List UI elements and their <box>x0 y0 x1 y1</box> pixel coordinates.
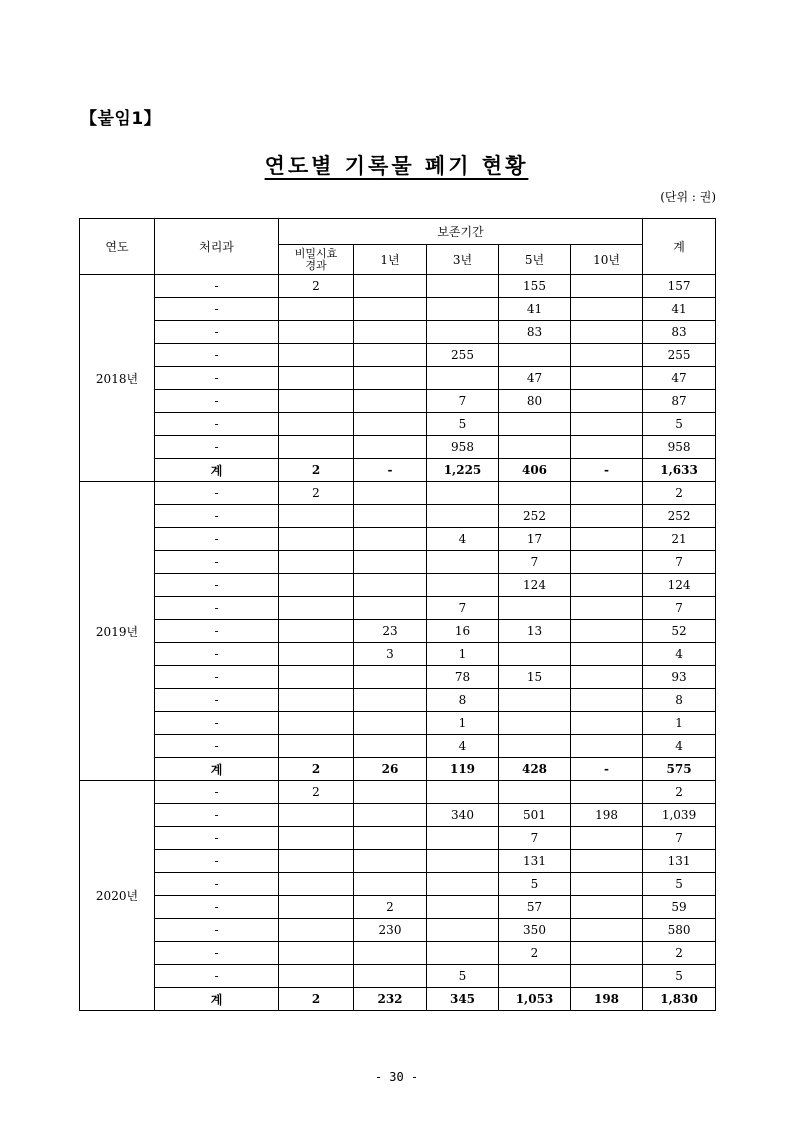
total-y3: 119 <box>427 758 499 781</box>
cell-total: 5 <box>643 413 716 436</box>
cell-total: 87 <box>643 390 716 413</box>
header-retention: 보존기간 <box>279 219 643 245</box>
cell-y1 <box>354 827 427 850</box>
table-row <box>80 275 716 298</box>
cell-secret <box>279 574 354 597</box>
cell-secret <box>279 298 354 321</box>
cell-y3: 7 <box>427 597 499 620</box>
total-y5: 1,053 <box>499 988 571 1011</box>
year-cell: 2018년 <box>80 275 155 482</box>
cell-y10 <box>571 597 643 620</box>
cell-y10 <box>571 735 643 758</box>
cell-y10 <box>571 344 643 367</box>
cell-secret <box>279 827 354 850</box>
cell-secret <box>279 896 354 919</box>
table-row <box>80 712 716 735</box>
cell-total: 2 <box>643 942 716 965</box>
cell-y10 <box>571 896 643 919</box>
table-row <box>80 896 716 919</box>
cell-y10 <box>571 942 643 965</box>
cell-y1 <box>354 344 427 367</box>
cell-dept: - <box>155 712 279 735</box>
cell-total: 2 <box>643 482 716 505</box>
cell-total: 252 <box>643 505 716 528</box>
cell-dept: - <box>155 344 279 367</box>
cell-y5: 17 <box>499 528 571 551</box>
table-row <box>80 620 716 643</box>
cell-total: 83 <box>643 321 716 344</box>
cell-dept: - <box>155 942 279 965</box>
cell-secret <box>279 367 354 390</box>
cell-dept: - <box>155 482 279 505</box>
cell-y5: 15 <box>499 666 571 689</box>
cell-y5: 57 <box>499 896 571 919</box>
cell-y5 <box>499 482 571 505</box>
cell-y1 <box>354 712 427 735</box>
table-row <box>80 551 716 574</box>
total-y10: 198 <box>571 988 643 1011</box>
cell-total: 958 <box>643 436 716 459</box>
table-row <box>80 413 716 436</box>
cell-dept: - <box>155 620 279 643</box>
cell-y10 <box>571 873 643 896</box>
cell-y3 <box>427 827 499 850</box>
cell-y3 <box>427 919 499 942</box>
cell-y1 <box>354 574 427 597</box>
header-year: 연도 <box>80 219 155 275</box>
cell-y1 <box>354 321 427 344</box>
table-row <box>80 436 716 459</box>
cell-y3 <box>427 505 499 528</box>
cell-y5: 2 <box>499 942 571 965</box>
total-label: 계 <box>155 988 279 1011</box>
cell-y3: 5 <box>427 413 499 436</box>
cell-y1 <box>354 390 427 413</box>
cell-total: 580 <box>643 919 716 942</box>
total-y10: - <box>571 758 643 781</box>
total-total: 1,633 <box>643 459 716 482</box>
attachment-label: 【붙임1】 <box>80 109 162 129</box>
cell-secret: 2 <box>279 781 354 804</box>
cell-dept: - <box>155 505 279 528</box>
cell-y3: 4 <box>427 735 499 758</box>
cell-total: 59 <box>643 896 716 919</box>
table-row <box>80 482 716 505</box>
header-secret-expired <box>279 245 354 275</box>
cell-y3 <box>427 873 499 896</box>
cell-y10 <box>571 321 643 344</box>
total-total: 1,830 <box>643 988 716 1011</box>
cell-secret <box>279 505 354 528</box>
disposal-table <box>79 218 716 1011</box>
cell-y3 <box>427 781 499 804</box>
cell-dept: - <box>155 965 279 988</box>
table-row <box>80 298 716 321</box>
cell-dept: - <box>155 689 279 712</box>
total-row <box>80 459 716 482</box>
cell-dept: - <box>155 873 279 896</box>
cell-y3 <box>427 850 499 873</box>
cell-y3: 7 <box>427 390 499 413</box>
cell-y10 <box>571 827 643 850</box>
cell-total: 7 <box>643 551 716 574</box>
cell-total: 4 <box>643 735 716 758</box>
cell-total: 2 <box>643 781 716 804</box>
table-row <box>80 850 716 873</box>
table-row <box>80 597 716 620</box>
cell-y10 <box>571 712 643 735</box>
cell-total: 52 <box>643 620 716 643</box>
cell-y1 <box>354 597 427 620</box>
table-row <box>80 344 716 367</box>
cell-total: 5 <box>643 873 716 896</box>
cell-total: 124 <box>643 574 716 597</box>
cell-y1 <box>354 551 427 574</box>
year-cell: 2019년 <box>80 482 155 781</box>
header-dept: 처리과 <box>155 219 279 275</box>
cell-dept: - <box>155 574 279 597</box>
cell-y1 <box>354 298 427 321</box>
cell-secret <box>279 666 354 689</box>
cell-dept: - <box>155 827 279 850</box>
cell-secret <box>279 321 354 344</box>
cell-dept: - <box>155 781 279 804</box>
cell-total: 7 <box>643 827 716 850</box>
cell-dept: - <box>155 850 279 873</box>
cell-y10 <box>571 436 643 459</box>
table-row <box>80 321 716 344</box>
cell-total: 157 <box>643 275 716 298</box>
cell-secret <box>279 712 354 735</box>
cell-y3: 255 <box>427 344 499 367</box>
total-y10: - <box>571 459 643 482</box>
cell-y5: 131 <box>499 850 571 873</box>
header-5yr: 5년 <box>499 245 571 275</box>
cell-y1: 3 <box>354 643 427 666</box>
cell-y10 <box>571 919 643 942</box>
table-row <box>80 804 716 827</box>
cell-y5: 350 <box>499 919 571 942</box>
total-y1: 26 <box>354 758 427 781</box>
cell-y3 <box>427 551 499 574</box>
table-row <box>80 390 716 413</box>
cell-dept: - <box>155 298 279 321</box>
cell-y1 <box>354 781 427 804</box>
cell-y10 <box>571 390 643 413</box>
cell-total: 131 <box>643 850 716 873</box>
cell-y1 <box>354 436 427 459</box>
cell-secret <box>279 528 354 551</box>
table-body <box>80 275 716 1011</box>
cell-y5: 83 <box>499 321 571 344</box>
cell-y10 <box>571 643 643 666</box>
cell-y3: 78 <box>427 666 499 689</box>
total-row <box>80 758 716 781</box>
cell-y3: 1 <box>427 643 499 666</box>
cell-secret <box>279 643 354 666</box>
title-wrap <box>0 150 793 180</box>
unit-note: (단위 : 권) <box>660 190 716 204</box>
cell-y10 <box>571 689 643 712</box>
total-secret: 2 <box>279 459 354 482</box>
cell-y10 <box>571 574 643 597</box>
cell-y10 <box>571 965 643 988</box>
cell-y1: 23 <box>354 620 427 643</box>
table-row <box>80 942 716 965</box>
cell-dept: - <box>155 390 279 413</box>
cell-total: 1,039 <box>643 804 716 827</box>
cell-total: 47 <box>643 367 716 390</box>
cell-secret <box>279 804 354 827</box>
table-row <box>80 735 716 758</box>
cell-dept: - <box>155 367 279 390</box>
header-1yr: 1년 <box>354 245 427 275</box>
cell-secret <box>279 597 354 620</box>
cell-y5: 41 <box>499 298 571 321</box>
cell-y1 <box>354 413 427 436</box>
cell-y1 <box>354 850 427 873</box>
cell-total: 21 <box>643 528 716 551</box>
total-y5: 406 <box>499 459 571 482</box>
table-row <box>80 528 716 551</box>
cell-y3 <box>427 896 499 919</box>
cell-y3 <box>427 275 499 298</box>
cell-secret <box>279 965 354 988</box>
cell-y1 <box>354 965 427 988</box>
cell-total: 93 <box>643 666 716 689</box>
total-label: 계 <box>155 758 279 781</box>
cell-y3: 5 <box>427 965 499 988</box>
cell-total: 255 <box>643 344 716 367</box>
cell-y10 <box>571 620 643 643</box>
cell-secret <box>279 919 354 942</box>
table-row <box>80 643 716 666</box>
cell-y1 <box>354 689 427 712</box>
cell-y5: 155 <box>499 275 571 298</box>
cell-y10 <box>571 551 643 574</box>
cell-dept: - <box>155 804 279 827</box>
table-row <box>80 781 716 804</box>
total-y5: 428 <box>499 758 571 781</box>
cell-y10 <box>571 781 643 804</box>
cell-total: 5 <box>643 965 716 988</box>
cell-y5 <box>499 436 571 459</box>
cell-y3 <box>427 321 499 344</box>
table-row <box>80 965 716 988</box>
table-row <box>80 689 716 712</box>
cell-y5: 80 <box>499 390 571 413</box>
table-row <box>80 666 716 689</box>
cell-dept: - <box>155 735 279 758</box>
cell-y5: 47 <box>499 367 571 390</box>
cell-dept: - <box>155 597 279 620</box>
cell-y3: 958 <box>427 436 499 459</box>
total-secret: 2 <box>279 988 354 1011</box>
header-10yr: 10년 <box>571 245 643 275</box>
cell-y3: 1 <box>427 712 499 735</box>
total-y3: 345 <box>427 988 499 1011</box>
cell-secret <box>279 390 354 413</box>
cell-y3: 340 <box>427 804 499 827</box>
total-y1: - <box>354 459 427 482</box>
cell-secret <box>279 850 354 873</box>
cell-y1 <box>354 528 427 551</box>
table-row <box>80 367 716 390</box>
total-total: 575 <box>643 758 716 781</box>
cell-y5 <box>499 344 571 367</box>
cell-y1 <box>354 367 427 390</box>
cell-dept: - <box>155 275 279 298</box>
cell-y5: 252 <box>499 505 571 528</box>
cell-secret: 2 <box>279 275 354 298</box>
cell-y3: 16 <box>427 620 499 643</box>
cell-dept: - <box>155 528 279 551</box>
cell-y3: 4 <box>427 528 499 551</box>
cell-y10 <box>571 666 643 689</box>
cell-dept: - <box>155 896 279 919</box>
cell-y5 <box>499 689 571 712</box>
header-secret-text: 비밀시효 경과 <box>294 246 338 272</box>
cell-y10 <box>571 528 643 551</box>
cell-y5: 7 <box>499 827 571 850</box>
cell-dept: - <box>155 551 279 574</box>
cell-y5 <box>499 712 571 735</box>
cell-secret <box>279 942 354 965</box>
total-y1: 232 <box>354 988 427 1011</box>
page-number: - 30 - <box>374 1070 419 1084</box>
total-secret: 2 <box>279 758 354 781</box>
cell-y3 <box>427 367 499 390</box>
cell-y10: 198 <box>571 804 643 827</box>
cell-dept: - <box>155 666 279 689</box>
table-row <box>80 873 716 896</box>
cell-y1 <box>354 482 427 505</box>
cell-total: 41 <box>643 298 716 321</box>
header-total: 계 <box>643 219 716 275</box>
cell-total: 7 <box>643 597 716 620</box>
cell-y10 <box>571 275 643 298</box>
cell-total: 1 <box>643 712 716 735</box>
cell-y1 <box>354 804 427 827</box>
cell-y5: 13 <box>499 620 571 643</box>
cell-y5: 501 <box>499 804 571 827</box>
cell-y5 <box>499 413 571 436</box>
cell-y1 <box>354 873 427 896</box>
cell-y1 <box>354 942 427 965</box>
cell-y1 <box>354 735 427 758</box>
cell-secret <box>279 873 354 896</box>
cell-y5: 7 <box>499 551 571 574</box>
cell-secret <box>279 413 354 436</box>
cell-dept: - <box>155 919 279 942</box>
cell-dept: - <box>155 643 279 666</box>
cell-y1 <box>354 666 427 689</box>
cell-y1: 2 <box>354 896 427 919</box>
cell-y10 <box>571 298 643 321</box>
cell-secret <box>279 551 354 574</box>
cell-y1: 230 <box>354 919 427 942</box>
header-3yr: 3년 <box>427 245 499 275</box>
cell-secret <box>279 436 354 459</box>
cell-y5: 124 <box>499 574 571 597</box>
cell-y3 <box>427 574 499 597</box>
total-label: 계 <box>155 459 279 482</box>
cell-dept: - <box>155 321 279 344</box>
cell-y10 <box>571 413 643 436</box>
cell-y5: 5 <box>499 873 571 896</box>
cell-y3 <box>427 482 499 505</box>
cell-y5 <box>499 781 571 804</box>
table-row <box>80 827 716 850</box>
cell-y3 <box>427 298 499 321</box>
cell-y5 <box>499 597 571 620</box>
table-row <box>80 919 716 942</box>
total-row <box>80 988 716 1011</box>
cell-y3: 8 <box>427 689 499 712</box>
cell-secret <box>279 735 354 758</box>
cell-y10 <box>571 482 643 505</box>
cell-y3 <box>427 942 499 965</box>
total-y3: 1,225 <box>427 459 499 482</box>
cell-y5 <box>499 643 571 666</box>
cell-y10 <box>571 850 643 873</box>
page-title: 연도별 기록물 폐기 현황 <box>264 154 529 178</box>
cell-secret <box>279 689 354 712</box>
cell-y10 <box>571 367 643 390</box>
table-row <box>80 505 716 528</box>
cell-y5 <box>499 965 571 988</box>
year-cell: 2020년 <box>80 781 155 1011</box>
cell-secret <box>279 620 354 643</box>
cell-y1 <box>354 275 427 298</box>
cell-total: 4 <box>643 643 716 666</box>
cell-y5 <box>499 735 571 758</box>
cell-dept: - <box>155 413 279 436</box>
table-row <box>80 574 716 597</box>
cell-total: 8 <box>643 689 716 712</box>
cell-dept: - <box>155 436 279 459</box>
cell-y1 <box>354 505 427 528</box>
cell-secret <box>279 344 354 367</box>
cell-secret: 2 <box>279 482 354 505</box>
cell-y10 <box>571 505 643 528</box>
